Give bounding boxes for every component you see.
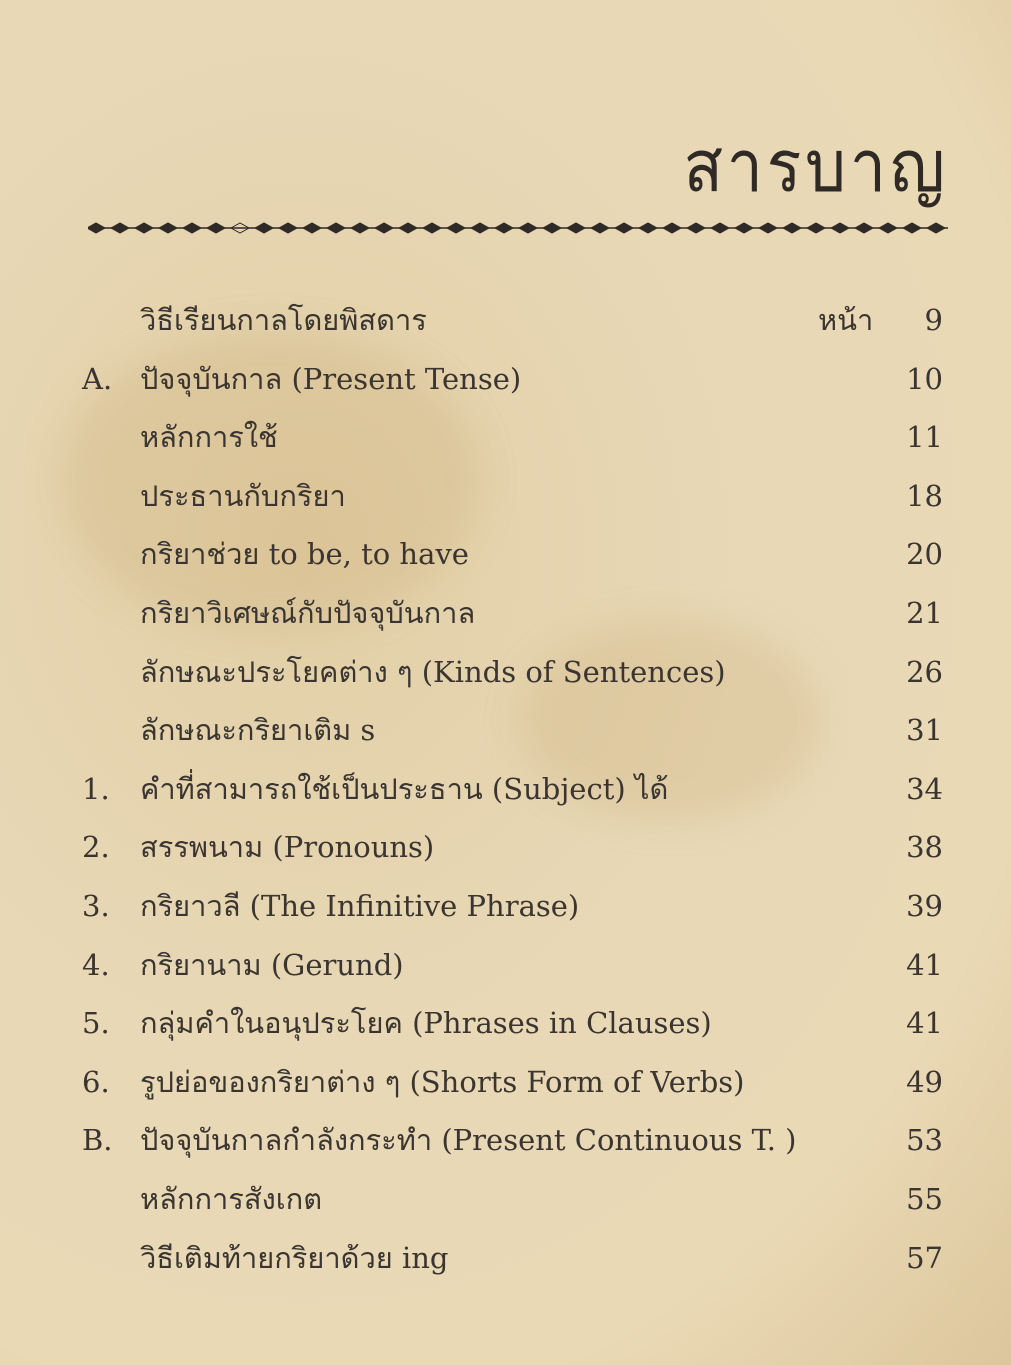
diamond-ornament [471, 223, 489, 233]
entry-page-number: 34 [906, 771, 943, 806]
entry-label: กริยาวลี (The Infinitive Phrase) [140, 889, 580, 923]
diamond-ornament [855, 223, 873, 233]
diamond-ornament [615, 223, 633, 233]
toc-entry [0, 1233, 1011, 1283]
entry-page-number: 38 [906, 830, 943, 865]
entry-prefix: 3. [82, 889, 110, 923]
entry-page-number: 18 [906, 478, 943, 513]
diamond-ornament [88, 223, 105, 233]
entry-label: กริยานาม (Gerund) [140, 947, 404, 982]
entry-label: ลักษณะประโยคต่าง ๆ (Kinds of Sentences) [140, 654, 726, 689]
entry-page-number: 41 [906, 1006, 943, 1041]
diamond-ornament [927, 223, 945, 233]
entry-label: หลักการสังเกต [140, 1182, 323, 1216]
toc-entry [0, 647, 1011, 697]
entry-prefix: 6. [82, 1064, 110, 1099]
diamond-ornament [543, 223, 561, 233]
diamond-ornament [279, 223, 297, 233]
entry-page-number: 11 [906, 420, 943, 455]
toc-entry [0, 998, 1011, 1048]
entry-prefix: B. [82, 1123, 113, 1158]
toc-entry [0, 881, 1011, 931]
diamond-ornament [399, 223, 417, 233]
entry-page-number: 53 [906, 1123, 943, 1158]
entry-page-number: 41 [906, 947, 943, 982]
entry-prefix: 4. [82, 947, 110, 982]
toc-entry [0, 940, 1011, 990]
toc-entry [0, 1057, 1011, 1107]
entry-label: ลักษณะกริยาเติม s [140, 713, 376, 748]
diamond-ornament [159, 223, 177, 233]
entry-label: วิธีเติมท้ายกริยาด้วย ing [140, 1240, 449, 1275]
diamond-ornament [519, 223, 537, 233]
page-title: สารบาญ [683, 124, 949, 208]
entry-page-number: 26 [906, 654, 943, 689]
diamond-ornament [759, 223, 777, 233]
diamond-ornament [591, 223, 609, 233]
entry-label: กริยาวิเศษณ์กับปัจจุบันกาล [140, 596, 476, 630]
diamond-ornament [639, 223, 657, 233]
entry-label: ปัจจุบันกาล (Present Tense) [140, 361, 522, 396]
diamond-ornament [255, 223, 273, 233]
page-word: หน้า [818, 303, 874, 337]
diamond-ornament [111, 223, 129, 233]
entry-label: ประธานกับกริยา [140, 478, 346, 513]
entry-page-number: 39 [906, 889, 943, 923]
entry-prefix: 5. [82, 1006, 110, 1041]
entry-page-number: 49 [906, 1064, 943, 1099]
entry-page-number: 10 [906, 361, 943, 396]
entry-prefix: 1. [82, 771, 110, 806]
toc-entry [0, 529, 1011, 579]
entry-label: สรรพนาม (Pronouns) [140, 830, 435, 865]
diamond-ornament [831, 223, 849, 233]
toc-entry [0, 822, 1011, 872]
diamond-ornament [327, 223, 345, 233]
diamond-ornament [807, 223, 825, 233]
entry-label: หลักการใช้ [140, 420, 278, 455]
entry-page-number: 9 [924, 303, 943, 337]
entry-label: กลุ่มคำในอนุประโยค (Phrases in Clauses) [140, 1006, 712, 1041]
diamond-ornament [663, 223, 681, 233]
toc-entry [0, 588, 1011, 638]
diamond-divider [88, 218, 948, 238]
diamond-ornament [879, 223, 897, 233]
entry-label: วิธีเรียนกาลโดยพิสดาร [140, 303, 427, 337]
diamond-ornament [735, 223, 753, 233]
diamond-ornament [567, 223, 585, 233]
entry-page-number: 55 [906, 1182, 943, 1216]
diamond-ornament [303, 223, 321, 233]
diamond-ornament [687, 223, 705, 233]
entry-page-number: 21 [906, 596, 943, 630]
entry-label: กริยาช่วย to be, to have [140, 537, 469, 572]
diamond-ornament [207, 223, 225, 233]
toc-entry [0, 764, 1011, 814]
toc-entry [0, 1115, 1011, 1165]
entry-label: ปัจจุบันกาลกำลังกระทำ (Present Continuous T. ) [140, 1123, 797, 1158]
diamond-ornament [495, 223, 513, 233]
diamond-ornament [447, 223, 465, 233]
diamond-ornament [135, 223, 153, 233]
diamond-ornament [783, 223, 801, 233]
diamond-ornament [711, 223, 729, 233]
diamond-ornament [903, 223, 921, 233]
entry-page-number: 57 [906, 1240, 943, 1275]
diamond-ornament [423, 223, 441, 233]
diamond-ornament [183, 223, 201, 233]
toc-entry [0, 354, 1011, 404]
entry-label: คำที่สามารถใช้เป็นประธาน (Subject) ได้ [140, 771, 669, 806]
toc-entry [0, 705, 1011, 755]
entry-prefix: A. [82, 361, 113, 396]
entry-page-number: 31 [906, 713, 943, 748]
entry-label: รูปย่อของกริยาต่าง ๆ (Shorts Form of Verbs) [140, 1064, 745, 1099]
entry-page-number: 20 [906, 537, 943, 572]
toc-entry [0, 1174, 1011, 1224]
toc-entry [0, 295, 1011, 345]
diamond-ornament [375, 223, 393, 233]
entry-prefix: 2. [82, 830, 110, 865]
toc-entry [0, 471, 1011, 521]
toc-entry [0, 412, 1011, 462]
diamond-ornament [351, 223, 369, 233]
